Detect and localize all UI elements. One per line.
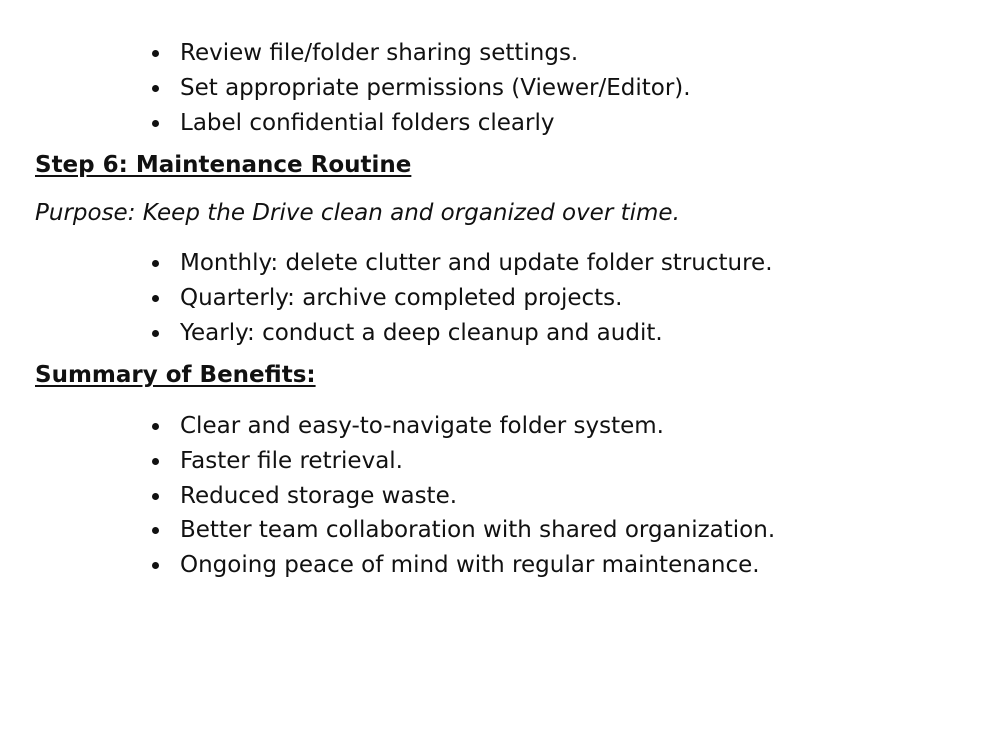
- benefits-list: [150, 409, 775, 583]
- list-item: Label confidential folders clearly: [150, 106, 691, 141]
- list-item: Set appropriate permissions (Viewer/Editor).: [150, 71, 691, 106]
- list-item: Reduced storage waste.: [150, 479, 775, 514]
- maintenance-routine-list: [150, 246, 773, 350]
- list-item: Review file/folder sharing settings.: [150, 36, 691, 71]
- list-item: Quarterly: archive completed projects.: [150, 281, 773, 316]
- step-6-purpose: Purpose: Keep the Drive clean and organized over time.: [35, 200, 680, 226]
- summary-heading: Summary of Benefits:: [35, 362, 316, 388]
- list-item: Faster file retrieval.: [150, 444, 775, 479]
- list-item: Monthly: delete clutter and update folder structure.: [150, 246, 773, 281]
- sharing-settings-list: [150, 36, 691, 140]
- list-item: Better team collaboration with shared organization.: [150, 513, 775, 548]
- list-item: Yearly: conduct a deep cleanup and audit.: [150, 316, 773, 351]
- step-6-heading: Step 6: Maintenance Routine: [35, 152, 412, 178]
- list-item: Ongoing peace of mind with regular maintenance.: [150, 548, 775, 583]
- list-item: Clear and easy-to-navigate folder system.: [150, 409, 775, 444]
